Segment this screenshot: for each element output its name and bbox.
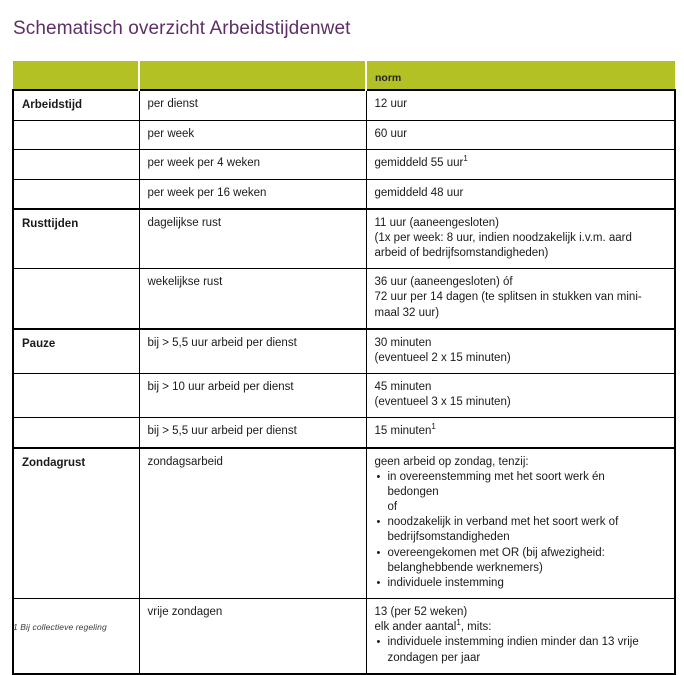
norm-bullet-item [388,470,667,516]
footnote-marker: 1 [431,422,436,432]
cell-category [13,599,139,674]
cell-category: Zondagrust [13,448,139,599]
cell-category [13,121,139,150]
cell-category [13,269,139,329]
cell-norm [366,599,675,674]
norm-line: elk ander aantal$^1$, mits: [374,618,492,634]
norm-line: 30 minuten [374,336,432,349]
column-header-norm-label: norm [375,72,402,84]
norm-line: 12 uur [374,98,408,110]
cell-category: Pauze [13,329,139,374]
norm-line: (1x per week: 8 uur, indien noodzakelijk i.v.m. aard [374,231,632,244]
norm-bullet-item [388,576,667,591]
cell-norm [366,374,675,418]
table-row [13,418,675,448]
norm-line: 15 minuten$^1$ [374,422,436,438]
cell-norm [366,150,675,179]
norm-line: 36 uur (aaneengesloten) óf [374,276,513,289]
table-body [13,90,675,674]
schematic-overview-table-wrapper [12,61,674,675]
norm-line: arbeid of bedrijfsomstandigheden) [374,247,549,260]
norm-line: (eventueel 2 x 15 minuten) [374,351,511,364]
table-row [13,150,675,179]
norm-line: 11 uur (aaneengesloten) [374,216,499,229]
cell-category: Rusttijden [13,209,139,269]
table-row [13,448,675,599]
cell-subject: per dienst [139,90,366,121]
table-row [13,329,675,374]
norm-line: maal 32 uur) [374,306,440,319]
norm-bullet-line: • overeengekomen met OR (bij afwezigheid: [387,546,605,559]
norm-bullet-line: bedrijfsomstandigheden [387,531,510,544]
cell-subject: per week [139,121,366,150]
page-title: Schematisch overzicht Arbeidstijdenwet [13,17,351,39]
cell-subject: bij > 5,5 uur arbeid per dienst [139,329,366,374]
arbeidstijdenwet-table [12,61,676,675]
cell-subject: per week per 4 weken [139,150,366,179]
norm-line: 45 minuten [374,381,432,394]
column-header-norm [366,61,675,90]
footnote-marker: 1 [456,618,461,628]
norm-bullet-list [375,470,667,591]
cell-norm [366,448,675,599]
table-row [13,90,675,121]
norm-bullet-line: of [387,501,398,514]
cell-norm [366,121,675,150]
norm-bullet-line: zondagen per jaar [387,651,481,664]
norm-line: gemiddeld 55 uur$^1$ [374,154,468,170]
norm-bullet-list [375,635,667,665]
norm-bullet-line: • individuele instemming [387,576,504,589]
cell-category [13,418,139,448]
norm-line: gemiddeld 48 uur [374,186,464,199]
cell-subject: bij > 10 uur arbeid per dienst [139,374,366,418]
norm-bullet-line: belanghebbende werknemers) [387,561,543,574]
norm-bullet-line: • in overeenstemming met het soort werk én [387,470,605,483]
norm-bullet-line: • individuele instemming indien minder dan 13 vrije [387,636,639,649]
cell-category [13,179,139,209]
cell-norm [366,329,675,374]
norm-bullet-line: • noodzakelijk in verband met het soort werk of [387,516,619,529]
table-row [13,599,675,674]
column-header-subject-label [140,84,365,89]
norm-line: 72 uur per 14 dagen (te splitsen in stukken van mini- [374,291,642,304]
cell-category [13,150,139,179]
table-row [13,374,675,418]
cell-norm [366,90,675,121]
column-header-category [13,61,139,90]
table-header-row [13,61,675,90]
cell-norm [366,179,675,209]
cell-category: Arbeidstijd [13,90,139,121]
cell-norm [366,418,675,448]
norm-line: 60 uur [374,128,408,141]
cell-subject: wekelijkse rust [139,269,366,329]
norm-line: 13 (per 52 weken) [374,606,468,619]
footnote: 1 Bij collectieve regeling [13,622,107,632]
cell-norm [366,209,675,269]
column-header-category-label [13,84,138,89]
norm-bullet-item [388,635,667,665]
table-row [13,121,675,150]
table-row [13,209,675,269]
cell-norm [366,269,675,329]
table-row [13,269,675,329]
cell-category [13,374,139,418]
cell-subject: bij > 5,5 uur arbeid per dienst [139,418,366,448]
norm-bullet-line: bedongen [387,485,439,498]
cell-subject: per week per 16 weken [139,179,366,209]
footnote-marker: 1 [463,154,468,164]
table-header [13,61,675,90]
table-row [13,179,675,209]
norm-bullet-item [388,546,667,576]
norm-line: (eventueel 3 x 15 minuten) [374,396,511,409]
norm-line: geen arbeid op zondag, tenzij: [374,455,529,468]
cell-subject: vrije zondagen [139,599,366,674]
norm-bullet-item [388,515,667,545]
cell-subject: dagelijkse rust [139,209,366,269]
cell-subject: zondagsarbeid [139,448,366,599]
column-header-subject [139,61,366,90]
